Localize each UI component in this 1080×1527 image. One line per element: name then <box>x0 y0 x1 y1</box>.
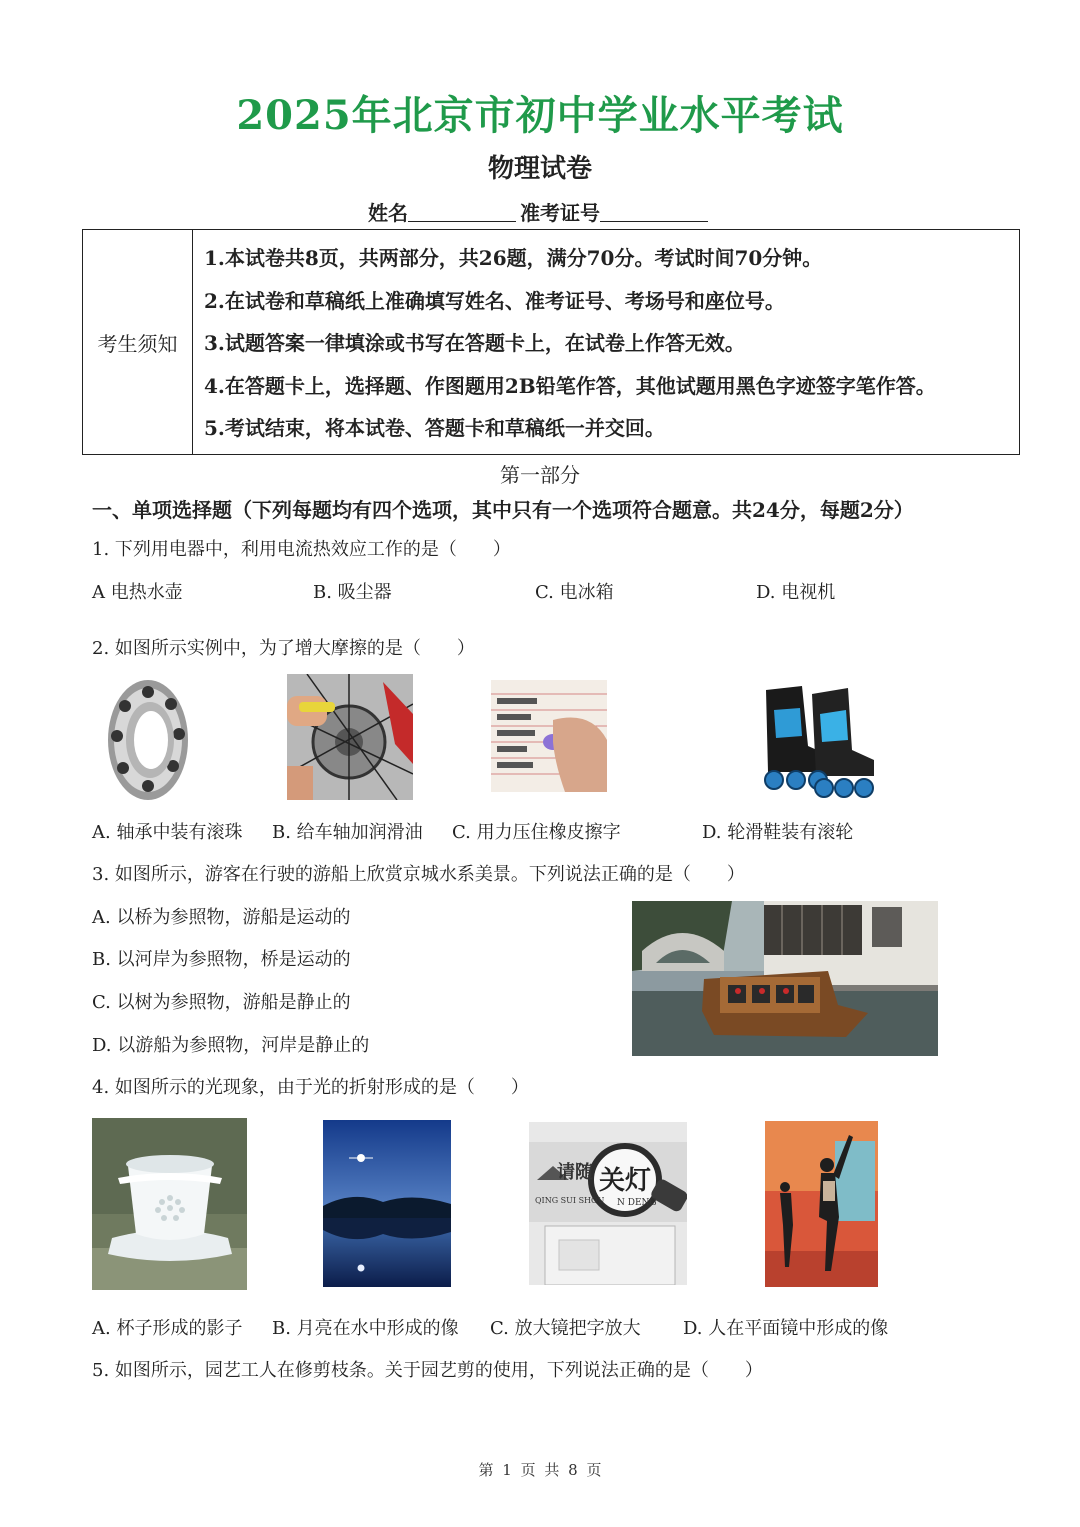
canal-boat-image <box>632 901 938 1056</box>
q3-option-b: B. 以河岸为参照物，桥是运动的 <box>92 949 351 970</box>
q1-option-b: B. 吸尘器 <box>313 582 392 603</box>
dancer-mirror-image <box>765 1121 878 1287</box>
notice-line: 1.本试卷共8页，共两部分，共26题，满分70分。考试时间70分钟。 <box>204 246 823 270</box>
sign-pinyin-right: N DENG <box>617 1198 657 1208</box>
q2-option-c: C. 用力压住橡皮擦字 <box>452 822 621 843</box>
bearing-image <box>103 676 193 804</box>
q4-option-b: B. 月亮在水中形成的像 <box>272 1318 459 1339</box>
q3-option-c: C. 以树为参照物，游船是静止的 <box>92 992 351 1013</box>
question-3-stem: 3. 如图所示，游客在行驶的游船上欣赏京城水系美景。下列说法正确的是（ ） <box>92 864 745 885</box>
notice-line: 5.考试结束，将本试卷、答题卡和草稿纸一并交回。 <box>204 416 665 441</box>
notice-label: 考生须知 <box>83 230 193 454</box>
name-label: 姓名 <box>368 201 408 225</box>
roller-skates-image <box>756 680 878 804</box>
q4-option-c: C. 放大镜把字放大 <box>490 1318 641 1339</box>
porcelain-cup-image <box>92 1118 247 1290</box>
exam-subtitle: 物理试卷 <box>487 154 592 184</box>
candidate-info-line <box>0 197 1080 226</box>
q2-option-d: D. 轮滑鞋装有滚轮 <box>702 822 854 843</box>
q1-option-a: A 电热水壶 <box>92 582 183 603</box>
eraser-image <box>491 680 607 792</box>
q3-option-a: A. 以桥为参照物，游船是运动的 <box>92 907 351 928</box>
notice-line: 4.在答题卡上，选择题、作图题用2B铅笔作答，其他试题用黑色字迹签字笔作答。 <box>204 373 936 398</box>
magnifier-sign-image <box>529 1122 687 1285</box>
page-footer: 第 1 页 共 8 页 <box>478 1461 602 1479</box>
single-choice-heading: 一、单项选择题（下列每题均有四个选项，其中只有一个选项符合题意。共24分，每题2分） <box>92 498 914 522</box>
candidate-notice-box <box>82 229 1020 455</box>
q4-option-d: D. 人在平面镜中形成的像 <box>683 1318 889 1339</box>
id-label: 准考证号 <box>520 201 600 225</box>
notice-line: 3.试题答案一律填涂或书写在答题卡上，在试卷上作答无效。 <box>204 331 745 356</box>
question-5-stem: 5. 如图所示，园艺工人在修剪枝条。关于园艺剪的使用，下列说法正确的是（ ） <box>92 1360 763 1381</box>
q4-option-a: A. 杯子形成的影子 <box>92 1318 243 1339</box>
sign-text-magnified: 关灯 <box>599 1166 652 1196</box>
question-1-stem: 1. 下列用电器中，利用电流热效应工作的是（ ） <box>92 539 511 560</box>
notice-line: 2.在试卷和草稿纸上准确填写姓名、准考证号、考场号和座位号。 <box>204 288 785 313</box>
id-blank <box>600 203 708 222</box>
exam-title: 2025年北京市初中学业水平考试 <box>236 92 844 139</box>
moon-reflection-image <box>323 1120 451 1287</box>
sign-pinyin-left: QING SUI SHOU <box>535 1196 605 1205</box>
bike-axle-image <box>287 674 413 800</box>
sign-text-left: 请随 <box>557 1162 593 1183</box>
part-one-title: 第一部分 <box>500 463 580 487</box>
q1-option-d: D. 电视机 <box>756 582 836 603</box>
q2-option-a: A. 轴承中装有滚珠 <box>92 822 243 843</box>
q1-option-c: C. 电冰箱 <box>535 582 614 603</box>
notice-lines <box>204 242 936 455</box>
name-blank <box>408 203 516 222</box>
q3-option-d: D. 以游船为参照物，河岸是静止的 <box>92 1035 370 1056</box>
q2-option-b: B. 给车轴加润滑油 <box>272 822 423 843</box>
question-4-stem: 4. 如图所示的光现象，由于光的折射形成的是（ ） <box>92 1077 529 1098</box>
question-2-stem: 2. 如图所示实例中，为了增大摩擦的是（ ） <box>92 638 475 659</box>
